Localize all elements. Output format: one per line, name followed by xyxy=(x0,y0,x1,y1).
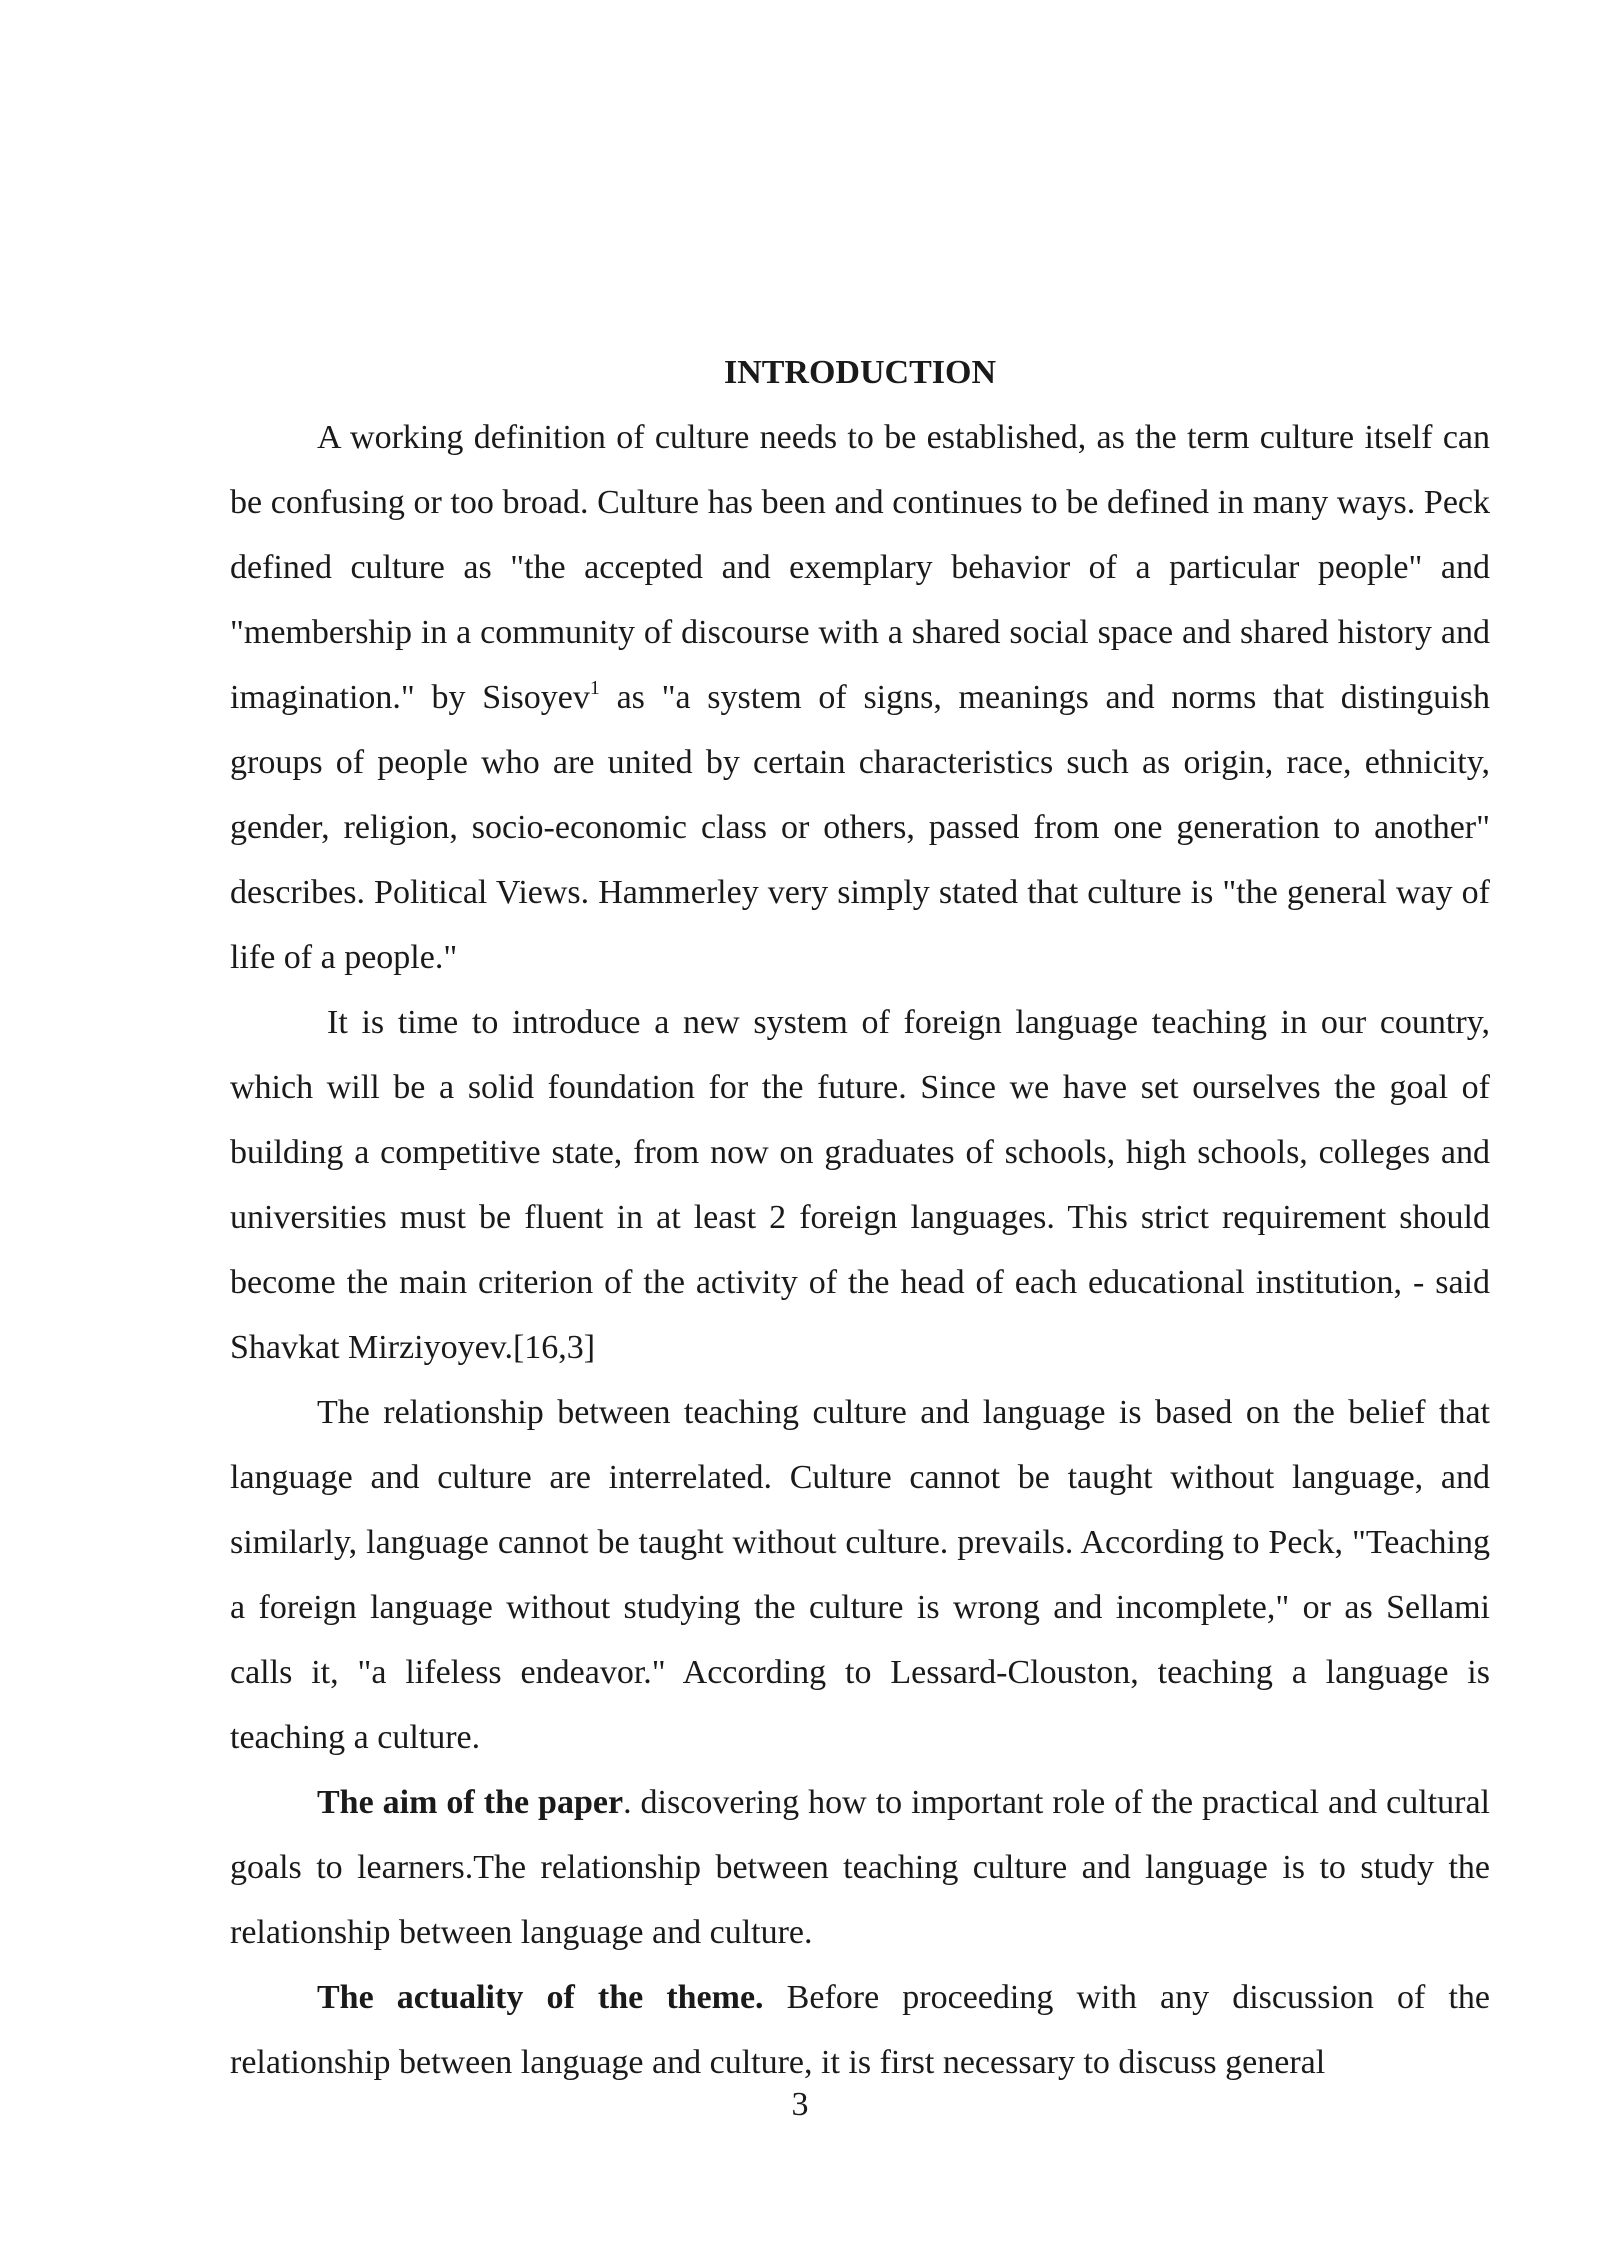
page-number: 3 xyxy=(791,2086,809,2123)
paragraph-culture-language-relationship xyxy=(230,1380,1490,1770)
paragraph-aim xyxy=(230,1770,1490,1965)
section-heading: INTRODUCTION xyxy=(723,354,997,391)
page-body xyxy=(230,340,1490,2095)
paragraph-actuality xyxy=(230,1965,1490,2095)
paragraph-lead: The aim of the paper xyxy=(317,1784,624,1821)
paragraph-language-teaching xyxy=(230,990,1490,1380)
paragraph-text: The relationship between teaching culture and language is based on the belief that language and culture are interrelated. Culture cannot be taught without language, and similarly, language cannot be taught without culture. prevails. According to Peck, "Teaching a foreign language without studying the culture is wrong and incomplete," or as Sellami calls it, "a lifeless endeavor." According to Lessard-Clouston, teaching a language is teaching a culture. xyxy=(230,1394,1490,1756)
paragraph-text: A working definition of culture needs to be established, as the term culture itself can be confusing or too broad. Culture has been and continues to be defined in many ways. Peck defined culture as "the accepted and exemplary behavior of a particular people" and "membership in a community of discourse with a shared social space and shared history and imagination." by Sisoyev xyxy=(230,419,1490,716)
footnote-reference: 1 xyxy=(589,677,600,699)
paragraph-text: as "a system of signs, meanings and norms that distinguish groups of people who are united by certain characteristics such as origin, race, ethnicity, gender, religion, socio-economic class or others, passed from one generation to another" describes. Political Views. Hammerley very simply stated that culture is "the general way of life of a people." xyxy=(230,679,1490,976)
paragraph-culture-definition xyxy=(230,405,1490,990)
paragraph-text: Before proceeding with any discussion of the relationship between language and culture, it is first necessary to discuss general xyxy=(230,1979,1490,2081)
paragraph-lead: The actuality of the theme. xyxy=(317,1979,764,2016)
paragraph-text: . discovering how to important role of the practical and cultural goals to learners.The relationship between teaching culture and language is to study the relationship between language and culture. xyxy=(230,1784,1490,1951)
paragraph-text: It is time to introduce a new system of foreign language teaching in our country, which will be a solid foundation for the future. Since we have set ourselves the goal of building a competitive state, from now on graduates of schools, high schools, colleges and universities must be fluent in at least 2 foreign languages. This strict requirement should become the main criterion of the activity of the head of each educational institution, - said Shavkat Mirziyoyev.[16,3] xyxy=(230,1004,1490,1366)
